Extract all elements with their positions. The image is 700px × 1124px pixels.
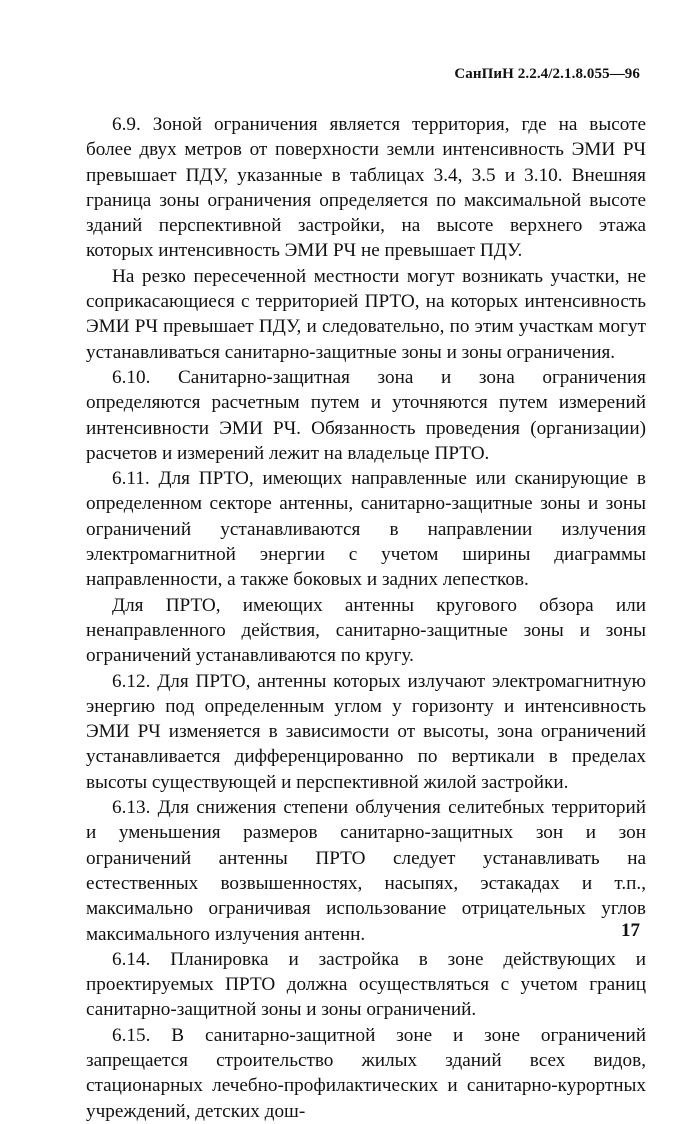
paragraph-6-15: 6.15. В санитарно-защитной зоне и зоне ограничений запрещается строительство жилых зданий всех видов, стационарных лечебно-профилактических и санитарно-курортных учреждений, детских дош-: [86, 1024, 646, 1122]
paragraph-6-11: 6.11. Для ПРТО, имеющих направленные или сканирующие в определенном секторе антенны, санитарно-защитные зоны и зоны ограничений устанавливаются в направлении излучения электромагнитной энергии с учетом ширины диаграммы направленности, а также боковых и задних лепестков.: [86, 468, 646, 591]
page-number: 17: [621, 920, 640, 941]
paragraph-6-9: 6.9. Зоной ограничения является территория, где на высоте более двух метров от поверхности земли интенсивность ЭМИ РЧ превышает ПДУ, указанные в таблицах 3.4, 3.5 и 3.10. Внешняя граница зоны ограничения определяется по максимальной высоте зданий перспективной застройки, на высоте верхнего этажа которых интенсивность ЭМИ РЧ не превышает ПДУ.: [86, 114, 646, 262]
document-header-code: СанПиН 2.2.4/2.1.8.055—96: [454, 66, 640, 82]
paragraph-6-12: 6.12. Для ПРТО, антенны которых излучают электромагнитную энергию под определенным углом у горизонту и интенсивность ЭМИ РЧ изменяется в зависимости от высоты, зона ограничений устанавливается дифференцированно по вертикали в пределах высоты существующей и перспективной жилой застройки.: [86, 670, 646, 793]
paragraph-6-13: 6.13. Для снижения степени облучения селитебных территорий и уменьшения размеров санитарно-защитных зон и зон ограничений антенны ПРТО следует устанавливать на естественных возвышенностях, насыпях, эстакадах и т.п., максимально ограничивая использование отрицательных углов максимального излучения антенн.: [86, 797, 646, 945]
paragraph-terrain: На резко пересеченной местности могут возникать участки, не соприкасающиеся с территорией ПРТО, на которых интенсивность ЭМИ РЧ превышает ПДУ, и следовательно, по этим участкам могут устанавливаться санитарно-защитные зоны и зоны ограничения.: [86, 265, 646, 363]
paragraph-6-10: 6.10. Санитарно-защитная зона и зона ограничения определяются расчетным путем и уточняются путем измерений интенсивности ЭМИ РЧ. Обязанность проведения (организации) расчетов и измерений лежит на владельце ПРТО.: [86, 366, 646, 464]
page-body: [86, 112, 646, 1124]
paragraph-6-14: 6.14. Планировка и застройка в зоне действующих и проектируемых ПРТО должна осуществляться с учетом границ санитарно-защитной зоны и зоны ограничений.: [86, 948, 646, 1021]
paragraph-circular-antennas: Для ПРТО, имеющих антенны кругового обзора или ненаправленного действия, санитарно-защитные зоны и зоны ограничений устанавливаются по кругу.: [86, 594, 646, 667]
